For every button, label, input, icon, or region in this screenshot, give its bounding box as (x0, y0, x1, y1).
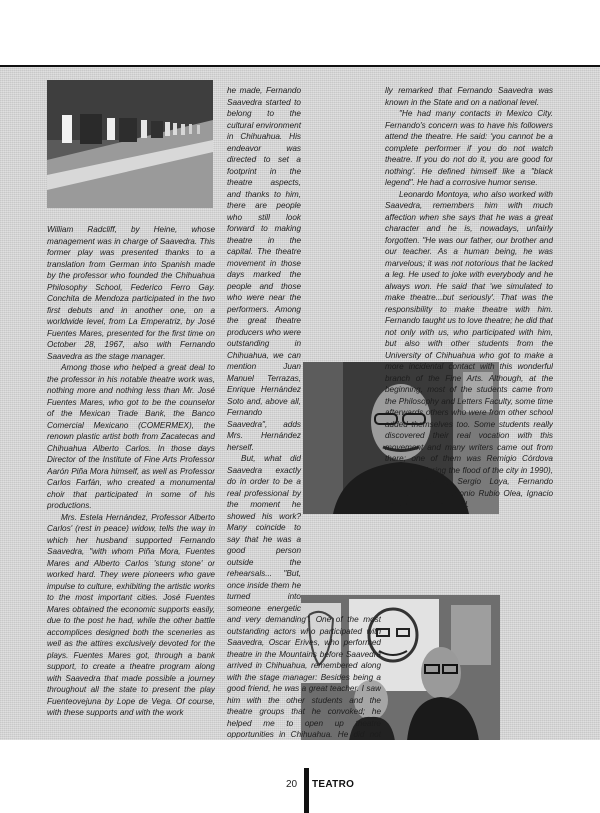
section-label: TEATRO (312, 779, 355, 790)
article-column-2 (227, 85, 381, 738)
page-number: 20 (286, 779, 298, 790)
column1-paragraph-2: Among those who helped a great deal to the professor in his notable theatre work was, nothing more and nothing less than Mr. José Fuentes Mares, who got to be the counselor of the Mexican Trade Bank, the Banco Comercial Mexicano (COMERMEX), the renown plastic artist both from Zacatecas and Chihuahua Alberto Carlos. In those days Director of the Institute of Fine Arts Professor Aarón Piña Mora himself, as well as Professor Carlos Farfán, who created a monumental choir that participated in some of his productions. (47, 363, 215, 510)
column2-photo-spacer (301, 465, 381, 613)
article-column-3 (385, 85, 553, 738)
footer (0, 740, 600, 813)
column3-paragraph-1: lly remarked that Fernando Saavedra was known in the State and on a national level. (385, 86, 553, 107)
dressing-room-photo (47, 80, 213, 208)
top-margin (0, 0, 600, 66)
column3-paragraph-3: Leonardo Montoya, who also worked with Saavedra, remembers him with much affection when she says that he was a great character and he is, nowadays, unfairly forgotten. "He was our father, our brother and our teacher. As a human being, he was marvelous; it was not notorious that he lacked a leg. He used to joke with everybody and he always won. He said that 'we simulated to make theatre...but seriously'. That was the responsibility to make theatre with him. Fernando taught us to love theatre; he did that not only with us, who participated with him, but also with other students from the University of Chihuahua who got to make a more incidental contact with this wonderful branch of the Fine Arts. Although, at the beginning, most of the students came from the Philosophy and Letters Faculty, some time afterwards others who were from other school added themselves too. Some students really discovered their real vocation with this movement and many writers came out from there; one of them was Remigio Córdova (who died during the flood of the city in 1990), Antonio Noyola, Sergio Loya, Fernando Chávez Amaya, Antonio Rubio Olea, Ignacio Santos and Luis Naval. (385, 189, 553, 509)
column1-paragraph-3: Mrs. Estela Hernández, Professor Alberto Carlos' (rest in peace) widow, tells the way in which her husband supported Fernando Saavedra, "with whom Piña Mora, Fuentes Mares and Alberto Carlos 'stung stone' or worked hard. They were pioneers who gave impulse to culture, exhibiting the artistic works to the most important cities. José Fuentes Mares obtained the economic supports easily, due to the post he had, while the other battle accomplices designed both the sceneries as well as the attires exclusively devoted for the plays. Fuentes Mares got, through a bank support, to create a theatre program along with Saavedra that made possible a journey throughout all the state to present the play Fuenteovejuna by Lope de Vega. Of course, with these supports and with the work (47, 512, 215, 717)
column2-paragraph-2: But, what did Saavedra exactly do in order to be a real professional by the moment he showed his work? Many coincide to say that he was a good person outside the rehearsals... "But, once inside them he turned into someone energetic and very demanding". One of the most outstanding actors who participated with Saavedra, Oscar Erives, who performed theatre in the Mountains before Saavedra arrived in Chihuahua, remembered along with the stage manager: Besides being a good friend, he was a great teacher. I saw him with the other students and the theatre groups that he convoked; he helped me to open up theatre opportunities in Chihuahua. He did not (227, 454, 381, 738)
article-column-1 (47, 224, 215, 738)
footer-bar (304, 768, 309, 813)
column3-paragraph-2: "He had many contacts in Mexico City. Fernando's concern was to have his followers attend the theatre. He said: 'you cannot be a complete performer if you do not watch theatre. If you do not do it, you are good for nothing'. He defined himself like a "black legend". He had a corrosive humor sense. (385, 109, 553, 187)
column1-paragraph-1: William Radcliff, by Heine, whose management was in charge of Saavedra. This former play was presented thanks to a translation from German into Spanish made by the professor who founded the Chihuahua Philosophy School, Federico Ferro Gay. Conchita de Mendoza participated in the two first debuts and in another one, on a worldwide level, from La Emperatriz, by José Fuentes Mares, presented for the first time on October 28, 1967, also with Fernando Saavedra as the stage manager. (47, 225, 215, 361)
column2-paragraph-1: he made, Fernando Saavedra started to belong to the cultural environment in Chihuahua. His endeavor was directed to set a footprint in the theatre aspects, and thanks to him, there are people who still look forward to making theatre in the capital. The theatre movement in those days marked the people and those who were near the performers. Among the great theatre producers who were outstanding in Chihuahua, we can mention Juan Manuel Terrazas, Enrique Hernández Soto and, above all, Fernando Saavedra", adds Mrs. Hernández herself. (227, 86, 301, 452)
